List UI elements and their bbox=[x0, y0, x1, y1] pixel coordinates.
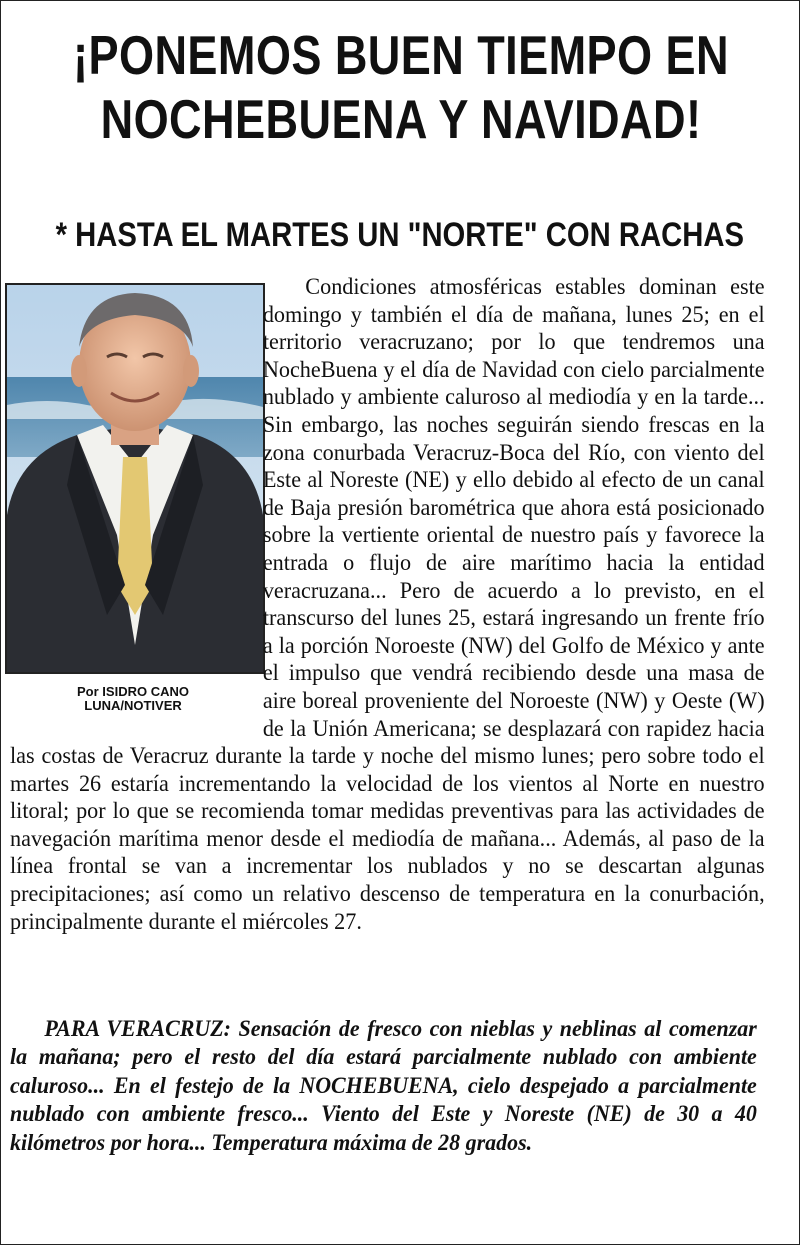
headline-line-1: ¡PONEMOS BUEN TIEMPO EN bbox=[73, 24, 729, 86]
article-paragraph-1: Condiciones atmosféricas estables dominan este domingo y también el día de mañana, lunes 25; en el territorio veracruzano; por lo que tendremos una NocheBuena y el día de Navidad con cielo parcialmente nublado y ambiente caluroso al mediodía y en la tarde... Sin embargo, las noches seguirán siendo frescas en la zona conurbada Veracruz-Boca del Río, con viento del Este al Noreste (NE) y ello debido al efecto de un canal de Baja presión barométrica que ahora está posicionado sobre la vertiente oriental de nuestro país y favorece la entrada o flujo de aire marítimo hacia la entidad veracruzana... Pero de acuerdo a lo previsto, en el transcurso del lunes 25, estará ingresando un frente frío a la porción Noroeste (NW) del Golfo de México y ante el impulso que vendrá recibiendo desde una masa de aire boreal proveniente del Noroeste (NW) y Oeste (W) de la Unión Americana; se desplazará con rapidez hacia las costas de Veracruz durante la tarde y noche del mismo lunes; pero sobre todo el martes 26 estaría incrementando la velocidad de los vientos al Norte en nuestro litoral; por lo que se recomienda tomar medidas preventivas para las actividades de navegación marítima menor desde el mediodía de mañana... Además, al paso de la línea frontal se van a incrementar los nublados y no se descartan algunas precipitaciones; así como un relativo descenso de temperatura en la conurbación, principalmente durante el miércoles 27. bbox=[10, 274, 765, 934]
article-paragraph-2: PARA VERACRUZ: Sensación de fresco con nieblas y neblinas al comenzar la mañana; pero el resto del día estará parcialmente nublado con ambiente caluroso... En el festejo de la NOCHEBUENA, cielo despejado a parcialmente nublado con ambiente fresco... Viento del Este y Noreste (NE) de 30 a 40 kilómetros por hora... Temperatura máxima de 28 grados. bbox=[10, 1016, 757, 1155]
headline bbox=[73, 23, 729, 151]
forecast-section bbox=[10, 1015, 757, 1157]
byline-line-2: LUNA/NOTIVER bbox=[84, 698, 182, 713]
subheadline: * HASTA EL MARTES UN "NORTE" CON RACHAS bbox=[55, 216, 744, 254]
article-body bbox=[10, 273, 765, 935]
photo-wrap-spacer bbox=[10, 273, 263, 715]
headline-line-2: NOCHEBUENA Y NAVIDAD! bbox=[100, 88, 702, 150]
byline-line-1: Por ISIDRO CANO bbox=[77, 684, 189, 699]
